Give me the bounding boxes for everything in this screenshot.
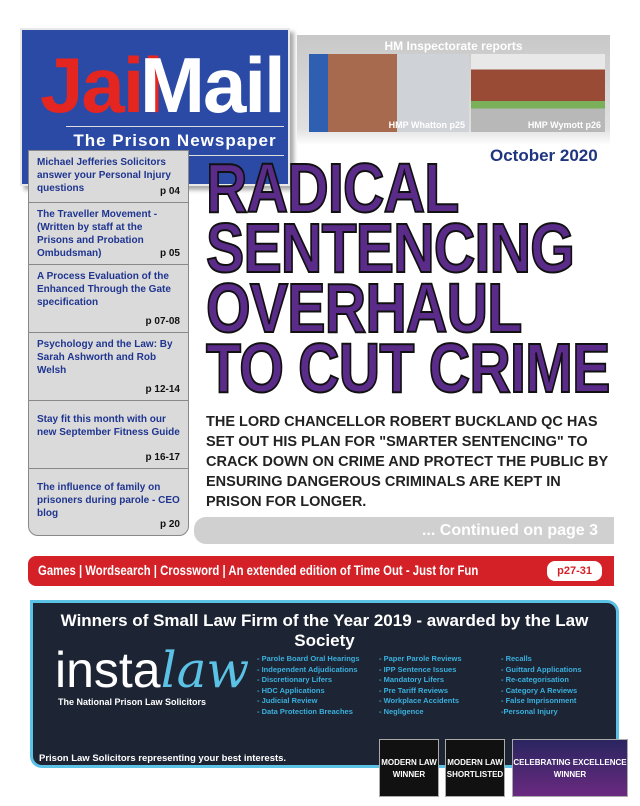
issue-date: October 2020 xyxy=(490,146,598,165)
services-column xyxy=(501,654,582,717)
item-page: p 12-14 xyxy=(145,384,180,395)
service: - Negligence xyxy=(379,706,424,716)
contents-item[interactable] xyxy=(29,333,188,401)
ad-footer: Prison Law Solicitors representing your best interests. xyxy=(39,753,287,764)
logo-jail: Jail xyxy=(40,41,163,129)
instalaw-advert[interactable] xyxy=(30,600,627,779)
item-text: A Process Evaluation of the Enhanced Through the Gate specification xyxy=(37,271,171,308)
logo-subtitle: The Prison Newspaper xyxy=(66,126,284,156)
inspectorate-title: HM Inspectorate reports xyxy=(384,39,523,53)
service: - Judicial Review xyxy=(257,696,318,705)
photo-caption: HMP Whatton p25 xyxy=(388,120,465,130)
item-page: p 16-17 xyxy=(145,452,180,463)
headline-line: SENTENCING xyxy=(206,209,575,287)
item-page: p 07-08 xyxy=(145,316,180,327)
service: - Workplace Accidents xyxy=(379,696,460,705)
games-bar[interactable] xyxy=(28,556,614,586)
photo-hmp-wymott[interactable] xyxy=(471,54,605,132)
item-text: Michael Jefferies Solicitors answer your Personal Injury questions xyxy=(37,157,171,194)
service: - Paper Parole Reviews xyxy=(379,654,462,663)
services-column xyxy=(257,654,360,717)
service: - Guittard Applications xyxy=(501,664,582,674)
ad-tagline: The National Prison Law Solicitors xyxy=(58,697,207,707)
item-page: p 05 xyxy=(159,248,180,259)
contents-item[interactable] xyxy=(29,469,188,535)
service: - HDC Applications xyxy=(257,685,325,695)
badge-status: WINNER xyxy=(392,769,426,779)
service: - IPP Sentence Issues xyxy=(379,664,457,674)
award-badge xyxy=(445,739,505,797)
service: - Recalls xyxy=(501,654,532,663)
service: -Personal Injury xyxy=(501,706,558,716)
brand-b: law xyxy=(160,641,250,699)
award-badge xyxy=(379,739,439,797)
instalaw-logo xyxy=(55,641,249,699)
service: - Mandatory Lifers xyxy=(379,675,445,684)
headline-line: RADICAL xyxy=(206,149,459,227)
services-column xyxy=(379,654,462,717)
service: - Data Protection Breaches xyxy=(257,706,353,716)
continued-link[interactable]: ... Continued on page 3 xyxy=(194,517,614,544)
item-text: Psychology and the Law: By Sarah Ashworth and Rob Welsh xyxy=(37,339,173,376)
item-text: The influence of family on prisoners during parole - CEO blog xyxy=(37,482,180,519)
contents-item[interactable] xyxy=(29,151,188,203)
service: - Category A Reviews xyxy=(501,685,578,695)
inspectorate-reports[interactable] xyxy=(297,35,610,145)
contents-item[interactable] xyxy=(29,203,188,265)
contents-item[interactable] xyxy=(29,265,188,333)
headline-line: OVERHAUL xyxy=(206,269,522,347)
service: - Discretionary Lifers xyxy=(257,675,333,684)
item-text: The Traveller Movement - (Written by staff at the Prisons and Probation Ombudsman) xyxy=(37,209,158,259)
contents-sidebar xyxy=(28,150,189,536)
service: - Parole Board Oral Hearings xyxy=(257,654,360,663)
brand-a: insta xyxy=(55,642,161,698)
badge-status: SHORTLISTED xyxy=(446,769,504,779)
lede-paragraph: THE LORD CHANCELLOR ROBERT BUCKLAND QC HAS SET OUT HIS PLAN FOR "SMARTER SENTENCING" TO CRACK DOWN ON CRIME AND PROTECT THE PUBLIC BY ENSURING DANGEROUS CRIMINALS ARE KEPT IN PRISON FOR LONGER. xyxy=(206,414,608,510)
item-page: p 04 xyxy=(159,186,180,197)
headline-line: TO CUT CRIME xyxy=(206,329,610,407)
item-page: p 20 xyxy=(159,519,180,530)
games-text: Games | Wordsearch | Crossword | An extended edition of Time Out - Just for Fun xyxy=(38,563,479,578)
service: - Independent Adjudications xyxy=(257,664,358,674)
logo-mail: Mail xyxy=(140,41,284,129)
service: - Pre Tariff Reviews xyxy=(379,685,449,695)
service: - False Imprisonment xyxy=(501,696,577,705)
award-badge xyxy=(512,739,628,797)
badge-title: MODERN LAW xyxy=(381,757,437,767)
badge-title: CELEBRATING EXCELLENCE xyxy=(513,757,627,767)
photo-hmp-whatton[interactable] xyxy=(309,54,469,132)
item-text: Stay fit this month with our new September Fitness Guide xyxy=(37,414,180,438)
service: - Re-categorisation xyxy=(501,675,569,684)
ad-headline: Winners of Small Law Firm of the Year 2019 - awarded by the Law Society xyxy=(60,611,589,650)
contents-item[interactable] xyxy=(29,401,188,469)
badge-title: MODERN LAW xyxy=(447,757,503,767)
badge-status: WINNER xyxy=(553,769,587,779)
games-pages: p27-31 xyxy=(547,561,602,581)
photo-caption: HMP Wymott p26 xyxy=(527,120,601,130)
